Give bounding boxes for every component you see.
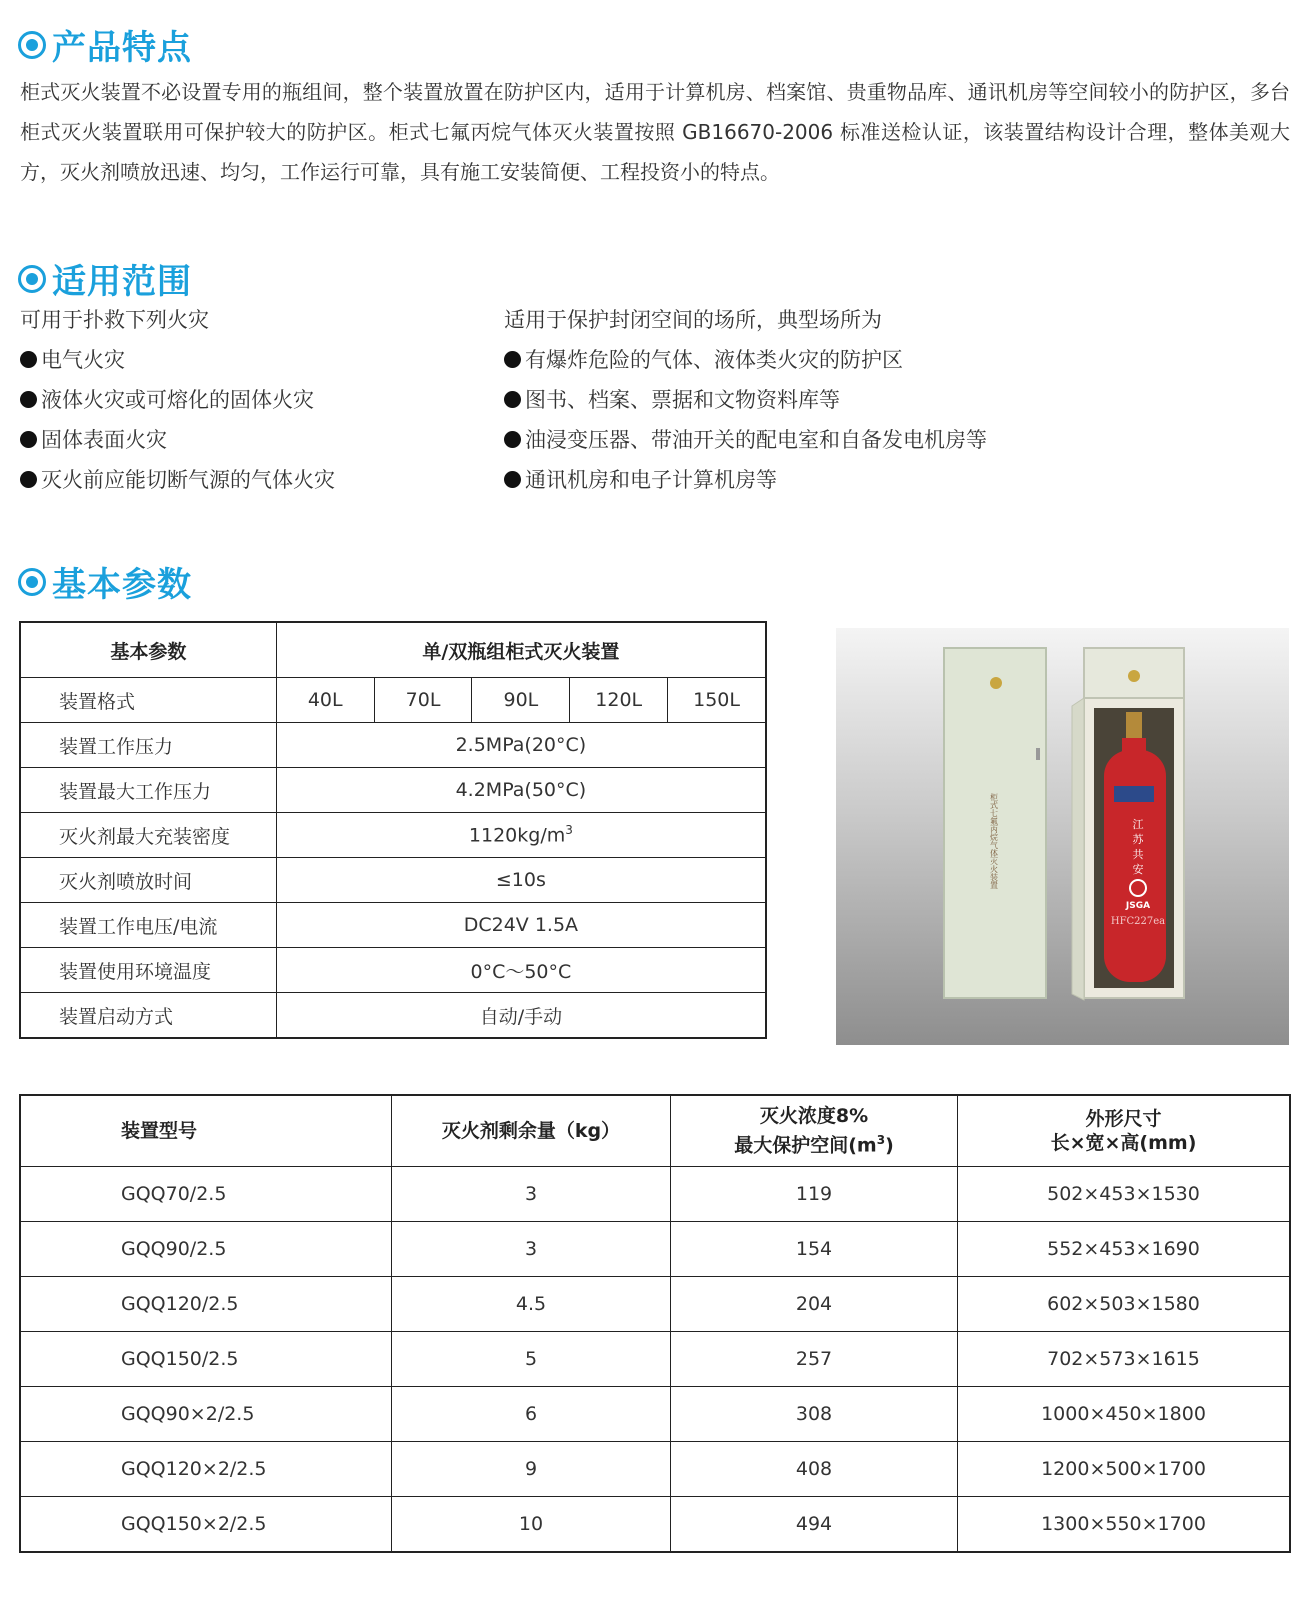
params-value-cell: 自动/手动 <box>276 993 766 1039</box>
table-row <box>20 768 766 813</box>
scope-left-heading: 可用于扑救下列火灾 <box>20 308 209 332</box>
params-header-cell: 单/双瓶组柜式灭火装置 <box>276 622 766 678</box>
dimension-cell: 502×453×1530 <box>958 1167 1291 1222</box>
bullet-icon <box>504 431 521 448</box>
model-cell: GQQ150×2/2.5 <box>20 1497 392 1553</box>
cabinet-label: 柜式七氟丙烷气体灭火装置 <box>989 793 999 889</box>
bullseye-icon <box>18 31 46 59</box>
brand-text: JSGA <box>1125 901 1151 911</box>
list-item: 通讯机房和电子计算机房等 <box>504 460 987 500</box>
table-row <box>20 1387 1290 1442</box>
agent-amount-cell: 4.5 <box>392 1277 671 1332</box>
space-cell: 308 <box>671 1387 958 1442</box>
list-item: 电气火灾 <box>20 340 335 380</box>
table-row <box>20 1332 1290 1387</box>
section-title-params <box>18 557 192 606</box>
features-title: 产品特点 <box>52 28 192 68</box>
params-label-cell: 装置工作电压/电流 <box>20 903 276 948</box>
list-item: 灭火前应能切断气源的气体火灾 <box>20 460 335 500</box>
cylinder-char: 安 <box>1132 863 1144 876</box>
product-photo <box>836 628 1289 1045</box>
section-title-features <box>18 20 192 69</box>
table-row <box>20 678 766 723</box>
dimension-cell: 552×453×1690 <box>958 1222 1291 1277</box>
params-header-cell: 基本参数 <box>20 622 276 678</box>
lock-icon <box>1128 670 1140 682</box>
scope-left-list <box>20 300 335 500</box>
table-row <box>20 1222 1290 1277</box>
bullseye-icon <box>18 568 46 596</box>
bullet-icon <box>20 471 37 488</box>
valve-icon <box>1126 712 1142 742</box>
params-value-cell: 2.5MPa(20°C) <box>276 723 766 768</box>
section-title-scope <box>18 254 192 303</box>
list-item: 固体表面火灾 <box>20 420 335 460</box>
agent-amount-cell: 9 <box>392 1442 671 1497</box>
agent-amount-cell: 3 <box>392 1167 671 1222</box>
table-row <box>20 1497 1290 1553</box>
params-label-cell: 装置最大工作压力 <box>20 768 276 813</box>
params-label-cell: 装置使用环境温度 <box>20 948 276 993</box>
agent-text: HFC227ea <box>1110 916 1166 927</box>
model-cell: GQQ70/2.5 <box>20 1167 392 1222</box>
open-door <box>1072 698 1084 1000</box>
model-cell: GQQ120×2/2.5 <box>20 1442 392 1497</box>
params-table <box>19 621 767 1039</box>
table-row <box>20 1277 1290 1332</box>
table-row <box>20 622 766 678</box>
agent-amount-cell: 6 <box>392 1387 671 1442</box>
bullet-icon <box>20 391 37 408</box>
list-item: 有爆炸危险的气体、液体类火灾的防护区 <box>504 340 987 380</box>
cylinder-char: 江 <box>1132 818 1144 831</box>
cylinder-char: 苏 <box>1132 833 1144 846</box>
list-item: 液体火灾或可熔化的固体火灾 <box>20 380 335 420</box>
cabinet-illustration <box>836 628 1289 1045</box>
capacity-cell: 90L <box>472 678 570 723</box>
list-item: 油浸变压器、带油开关的配电室和自备发电机房等 <box>504 420 987 460</box>
scope-right-list <box>504 300 987 500</box>
scope-title: 适用范围 <box>52 262 192 302</box>
scope-right-heading: 适用于保护封闭空间的场所，典型场所为 <box>504 308 882 332</box>
capacity-cell: 70L <box>374 678 472 723</box>
lock-icon <box>990 677 1002 689</box>
params-value-cell: DC24V 1.5A <box>276 903 766 948</box>
agent-amount-cell: 5 <box>392 1332 671 1387</box>
params-value-cell: ≤10s <box>276 858 766 903</box>
agent-amount-cell: 10 <box>392 1497 671 1553</box>
models-header-cell: 灭火剂剩余量（kg） <box>392 1095 671 1167</box>
table-row <box>20 723 766 768</box>
models-header-cell: 装置型号 <box>20 1095 392 1167</box>
model-cell: GQQ120/2.5 <box>20 1277 392 1332</box>
bullet-icon <box>20 431 37 448</box>
dimension-cell: 602×503×1580 <box>958 1277 1291 1332</box>
space-cell: 257 <box>671 1332 958 1387</box>
dimension-cell: 1200×500×1700 <box>958 1442 1291 1497</box>
space-cell: 119 <box>671 1167 958 1222</box>
params-label-cell: 装置启动方式 <box>20 993 276 1039</box>
bullseye-icon <box>18 265 46 293</box>
models-header-cell: 灭火浓度8% 最大保护空间$(m^3)$ <box>671 1095 958 1167</box>
table-row <box>20 948 766 993</box>
hinge-icon <box>1036 748 1040 760</box>
table-row <box>20 903 766 948</box>
models-header-cell: 外形尺寸 长×宽×高(mm) <box>958 1095 1291 1167</box>
params-value-cell: 4.2MPa(50°C) <box>276 768 766 813</box>
cylinder-plate <box>1114 786 1154 802</box>
capacity-cell: 120L <box>570 678 668 723</box>
table-row <box>20 813 766 858</box>
model-cell: GQQ90/2.5 <box>20 1222 392 1277</box>
space-cell: 154 <box>671 1222 958 1277</box>
list-item: 图书、档案、票据和文物资料库等 <box>504 380 987 420</box>
space-cell: 204 <box>671 1277 958 1332</box>
params-value-cell: 0°C～50°C <box>276 948 766 993</box>
space-cell: 408 <box>671 1442 958 1497</box>
table-row <box>20 1167 1290 1222</box>
table-row <box>20 1442 1290 1497</box>
bullet-icon <box>504 391 521 408</box>
table-row <box>20 1095 1290 1167</box>
agent-amount-cell: 3 <box>392 1222 671 1277</box>
capacity-cell: 150L <box>668 678 766 723</box>
table-row <box>20 993 766 1039</box>
model-cell: GQQ90×2/2.5 <box>20 1387 392 1442</box>
params-value-cell: $1120kg/m^3$ <box>276 813 766 858</box>
capacity-cell: 40L <box>276 678 374 723</box>
dimension-cell: 1000×450×1800 <box>958 1387 1291 1442</box>
bullet-icon <box>20 351 37 368</box>
cylinder-char: 共 <box>1132 848 1144 861</box>
bullet-icon <box>504 471 521 488</box>
cylinder-neck <box>1122 738 1146 752</box>
params-label-cell: 灭火剂喷放时间 <box>20 858 276 903</box>
model-cell: GQQ150/2.5 <box>20 1332 392 1387</box>
features-paragraph: 柜式灭火装置不必设置专用的瓶组间，整个装置放置在防护区内，适用于计算机房、档案馆、贵重物品库、通讯机房等空间较小的防护区，多台柜式灭火装置联用可保护较大的防护区。柜式七氟丙烷气体灭火装置按照 GB16670-2006 标准送检认证，该装置结构设计合理，整体美观大方，灭火剂喷放迅速、均匀，工作运行可靠，具有施工安装简便、工程投资小的特点。 <box>20 80 1290 184</box>
space-cell: 494 <box>671 1497 958 1553</box>
dimension-cell: 702×573×1615 <box>958 1332 1291 1387</box>
table-row <box>20 858 766 903</box>
params-title: 基本参数 <box>52 565 192 605</box>
params-label-cell: 装置格式 <box>20 678 276 723</box>
params-label-cell: 装置工作压力 <box>20 723 276 768</box>
models-table <box>19 1094 1291 1553</box>
dimension-cell: 1300×550×1700 <box>958 1497 1291 1553</box>
bullet-icon <box>504 351 521 368</box>
params-label-cell: 灭火剂最大充装密度 <box>20 813 276 858</box>
